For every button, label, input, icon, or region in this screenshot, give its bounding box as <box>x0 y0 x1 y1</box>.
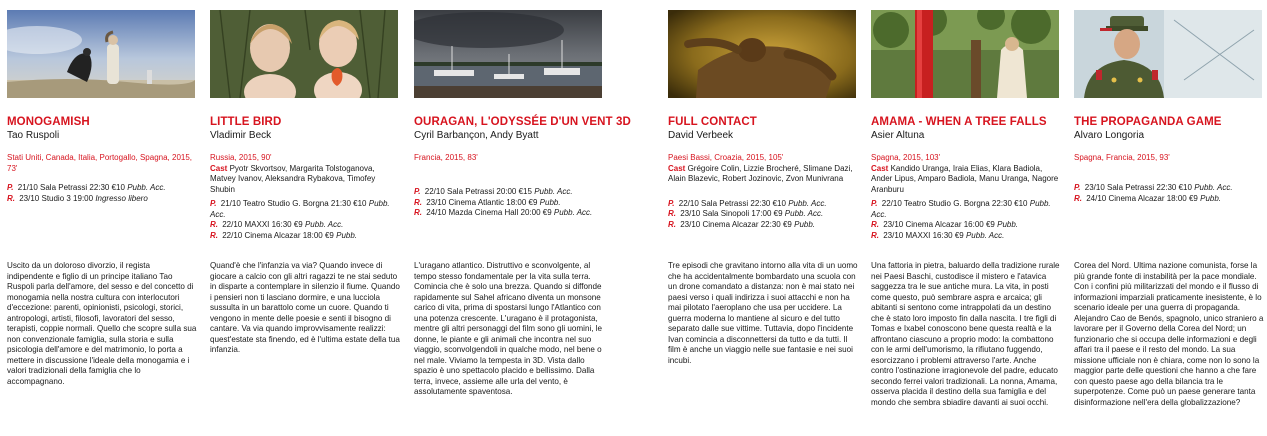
film-meta <box>1074 153 1262 183</box>
film-still-propaganda-game <box>1074 10 1262 98</box>
screening-details: 23/10 Studio 3 19:00 <box>19 193 94 203</box>
cast-label: Cast <box>871 163 889 173</box>
film-meta <box>414 153 602 183</box>
film-origin: Spagna, Francia, 2015, 93' <box>1074 153 1170 162</box>
screening-note: Pubb. Acc. <box>871 199 1051 219</box>
screening-details: 22/10 Sala Petrassi 20:00 €15 <box>424 187 532 196</box>
screening-note: Pubb. Acc. <box>304 220 344 229</box>
screening-note: Pubb. Acc. <box>210 199 390 219</box>
screening-details: 23/10 Cinema Alcazar 22:30 €9 <box>680 219 792 229</box>
film-card-little-bird <box>210 10 398 241</box>
cast-list: Pyotr Skvortsov, Margarita Tolstoganova, Matvey Ivanov, Aleksandra Rybakova, Timofey Shubin <box>210 163 376 194</box>
film-meta <box>7 153 195 183</box>
film-card-full-contact <box>668 10 856 230</box>
screening-row <box>668 220 856 231</box>
screening-note: Pubb. Acc. <box>788 198 827 208</box>
screening-note: Ingresso libero <box>95 193 148 203</box>
screening-code: P. <box>1074 183 1081 192</box>
screening-code: R. <box>668 209 676 218</box>
screening-details: 21/10 Sala Petrassi 22:30 €10 <box>17 183 125 192</box>
cast-list: Kandido Uranga, Iraia Elias, Klara Badiola, Ander Lipus, Amparo Badiola, Manu Uranga, Nagore Aranburu <box>871 163 1059 194</box>
screening-code: P. <box>210 199 217 208</box>
screening-code: R. <box>871 220 879 229</box>
screening-details: 22/10 Sala Petrassi 22:30 €10 <box>678 198 786 208</box>
screening-list <box>668 199 856 231</box>
screening-details: 23/10 Sala Petrassi 22:30 €10 <box>1084 183 1192 192</box>
film-cast <box>210 164 398 196</box>
film-still-monogamish <box>7 10 195 98</box>
screening-details: 23/10 Cinema Alcazar 16:00 €9 <box>883 220 995 229</box>
film-cast <box>871 164 1059 196</box>
screening-details: 22/10 MAXXI 16:30 €9 <box>222 220 303 229</box>
film-meta <box>668 153 856 185</box>
screening-note: Pubb. Acc. <box>553 208 593 217</box>
cast-label: Cast <box>210 163 228 173</box>
film-meta <box>210 153 398 195</box>
film-synopsis-monogamish: Uscito da un doloroso divorzio, il regista indipendente e figlio di un principe italiano Tao Ruspoli parla dell'amore, del sesso e del concetto di monogamia nella nostra cultura con interlocutori d'eccezione: parenti, opinionisti, psicologi, storici, antropologi, artisti, filosofi, lavoratori del sesso, terapisti, coppie normali. Quello che scopre sulla sua non convenzionale famiglia, sulla storia e sulla psicologia dell'amore e del matrimonio, lo porta a mettere in discussione l'ideale della monogamia e i valori tradizionali della famiglia che lo accompagnano. <box>7 261 197 386</box>
screening-note: Pubb. Acc. <box>1194 183 1233 192</box>
screening-note: Pubb. <box>1200 193 1222 203</box>
screening-note: Pubb. <box>539 197 561 207</box>
film-director: Tao Ruspoli <box>7 130 60 141</box>
screening-list <box>210 199 398 241</box>
screening-row <box>871 199 1059 220</box>
film-director: Vladimir Beck <box>210 130 272 141</box>
screening-code: R. <box>210 230 218 240</box>
film-still-little-bird <box>210 10 398 98</box>
film-synopsis-propaganda-game: Corea del Nord. Ultima nazione comunista, forse la più grande fonte di instabilità per la pace mondiale. Con i confini più militarizzati del mondo e il flusso di informazioni imparziali praticamente inesistente, è lo scenario ideale per una guerra di propaganda. Alejandro Cao de Benós, spagnolo, unico straniero a lavorare per il Governo della Corea del Nord; un funzionario che si occupa delle informazioni e degli affari tra il paese e il resto del mondo. La sua missione ufficiale non è chiara, come non lo sono la maggior parte delle questioni che hanno a che fare con questo paese ago della bilancia tra le superpotenze. Come può un paese generare tanta disinformazione nell'era della globalizzazione? <box>1074 261 1264 407</box>
film-card-ouragan <box>414 10 631 219</box>
screening-code: R. <box>414 208 422 217</box>
screening-details: 23/10 Cinema Atlantic 18:00 €9 <box>426 197 538 207</box>
screening-details: 22/10 Teatro Studio G. Borgna 22:30 €10 <box>881 199 1028 208</box>
film-synopsis-little-bird: Quand'è che l'infanzia va via? Quando invece di giocare a calcio con gli altri ragazzi te ne stai seduto in disparte a contemplare in silenzio il fiume. Quando i pensieri non ti lasciano dormire, e una lucciola sussulta in un barattolo come un cuore. Quando ti vengono in mente delle poesie e senti il bisogno di cantare. Va via quando improvvisamente realizzi: quest'estate sta finendo, ed è l'ultima estate della tua infanzia. <box>210 261 400 354</box>
film-origin: Francia, 2015, 83' <box>414 153 478 162</box>
film-origin: Spagna, 2015, 103' <box>871 153 941 162</box>
screening-code: P. <box>7 183 14 192</box>
film-origin: Russia, 2015, 90' <box>210 153 272 162</box>
screening-row <box>210 220 398 231</box>
screening-row <box>668 209 856 220</box>
film-director: Asier Altuna <box>871 130 925 141</box>
screening-row <box>414 198 602 209</box>
screening-note: Pubb. <box>794 219 816 229</box>
screening-code: R. <box>414 197 422 207</box>
screening-note: Pubb. <box>336 230 358 240</box>
screening-details: 23/10 MAXXI 16:30 €9 <box>883 230 964 240</box>
screening-row <box>414 187 602 198</box>
screening-details: 22/10 Cinema Alcazar 18:00 €9 <box>222 230 334 240</box>
film-meta <box>871 153 1059 195</box>
screening-list <box>871 199 1059 241</box>
screening-note: Pubb. <box>997 220 1019 229</box>
screening-code: P. <box>414 187 421 196</box>
screening-note: Pubb. Acc. <box>965 230 1005 240</box>
screening-note: Pubb. Acc. <box>127 183 166 192</box>
screening-list <box>1074 183 1262 204</box>
screening-details: 21/10 Teatro Studio G. Borgna 21:30 €10 <box>220 199 367 208</box>
film-still-amama <box>871 10 1059 98</box>
film-director: David Verbeek <box>668 130 734 141</box>
film-cast <box>668 164 856 185</box>
film-synopsis-ouragan: L'uragano atlantico. Distruttivo e sconvolgente, al tempo stesso fondamentale per la vita sulla terra. Comincia che è solo una brezza. Quando si diffonde rapidamente sul Sahel africano diventa un monsone carico di vita, prima di spostarsi lungo l'Atlantico con una potenza crescente. L'uragano è il protagonista, mentre gli altri personaggi del film sono gli uomini, le donne, le piante e gli animali che incontra nel suo viaggio, sconvolgendoli in qualche modo, nel bene o nel male. Viviamo la tempesta in 3D. Vista dallo spazio è uno spettacolo placido e bellissimo. Dalla terra, invece, assieme alle urla del vento, è assolutamente spaventosa. <box>414 261 603 396</box>
screening-code: P. <box>871 199 878 208</box>
screening-details: 24/10 Mazda Cinema Hall 20:00 €9 <box>426 208 552 217</box>
screening-row <box>414 208 602 219</box>
film-still-full-contact <box>668 10 856 98</box>
screening-row <box>871 231 1059 242</box>
film-title: OURAGAN, L'ODYSSÉE D'UN VENT 3D <box>414 116 631 128</box>
film-synopsis-full-contact: Tre episodi che gravitano intorno alla vita di un uomo che ha accidentalmente bombardato una scuola con un drone comandato a distanza: non è mai stato nei paesi verso i quali indirizza i suoi attacchi e non ha mai pilotato l'aeroplano che usa per uccidere. La guerra moderna lo mantiene al sicuro e del tutto separato dalle sue vittime. Tuttavia, dopo l'incidente Ivan comincia a disconnettersi da tutto e da tutti. Il film è anche un viaggio nelle sue fantasie e nei suoi incubi. <box>668 261 858 365</box>
screening-row <box>210 231 398 242</box>
screening-row <box>7 183 195 194</box>
film-origin: Stati Uniti, Canada, Italia, Portogallo, Spagna, 2015, 73' <box>7 153 193 173</box>
screening-row <box>871 220 1059 231</box>
film-card-propaganda-game <box>1074 10 1262 204</box>
screening-details: 24/10 Cinema Alcazar 18:00 €9 <box>1086 193 1198 203</box>
screening-row <box>1074 194 1262 205</box>
film-synopsis-amama: Una fattoria in pietra, baluardo della tradizione rurale nei Paesi Baschi, custodisce il mistero e l'atavica saggezza tra le sue antiche mura. La vita, in posti come questo, può sembrare aspra e arcaica; gli abitanti si sentono come intrappolati da un destino che è stato loro imposto fin dalla nascita. I tre figli di Tomas e Ixabel conoscono bene questa realtà e la affrontano ciascuno a proprio modo: la combattono con le armi dell'umorismo, la rifiutano fuggendo, esorcizzano i problemi attraverso l'arte. Anche contro l'ostinazione irragionevole del padre, educato secondo ferrei valori tradizionali. La nonna, Amama, osserva placida il destino della sua famiglia e del mondo che sembra sbiadire davanti ai suoi occhi. <box>871 261 1060 407</box>
screening-row <box>210 199 398 220</box>
film-still-ouragan <box>414 10 602 98</box>
screening-code: R. <box>668 219 676 229</box>
screening-details: 23/10 Sala Sinopoli 17:00 €9 <box>680 209 783 218</box>
screening-note: Pubb. Acc. <box>534 187 573 196</box>
film-card-amama <box>871 10 1059 241</box>
film-title: AMAMA - WHEN A TREE FALLS <box>871 116 1047 128</box>
film-title: FULL CONTACT <box>668 116 757 128</box>
film-director: Cyril Barbançon, Andy Byatt <box>414 130 539 141</box>
screening-list <box>7 183 195 204</box>
screening-code: R. <box>871 230 879 240</box>
film-origin: Paesi Bassi, Croazia, 2015, 105' <box>668 153 784 162</box>
screening-row <box>7 194 195 205</box>
screening-code: R. <box>1074 193 1082 203</box>
screening-code: P. <box>668 198 675 208</box>
screening-note: Pubb. Acc. <box>784 209 824 218</box>
film-title: THE PROPAGANDA GAME <box>1074 116 1222 128</box>
screening-code: R. <box>7 193 15 203</box>
film-title: MONOGAMISH <box>7 116 90 128</box>
cast-label: Cast <box>668 163 686 173</box>
film-title: LITTLE BIRD <box>210 116 282 128</box>
film-card-monogamish <box>7 10 195 204</box>
screening-list <box>414 187 602 219</box>
film-director: Alvaro Longoria <box>1074 130 1145 141</box>
screening-code: R. <box>210 220 218 229</box>
screening-row <box>1074 183 1262 194</box>
screening-row <box>668 199 856 210</box>
cast-list: Grégoire Colin, Lizzie Brocheré, Slimane Dazi, Alain Blazevic, Robert Jozinovic, Zvon Munivrana <box>668 163 853 183</box>
